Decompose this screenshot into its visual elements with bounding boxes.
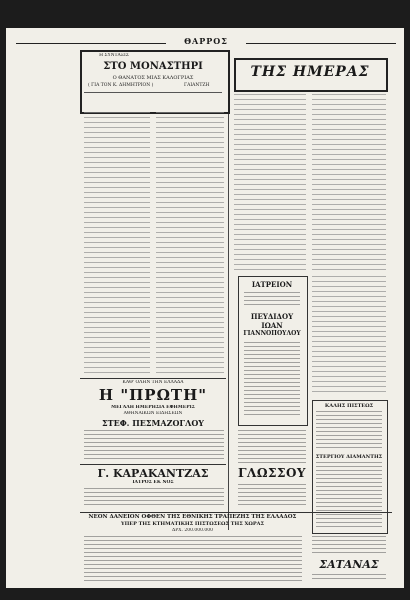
column-divider: [228, 50, 229, 530]
section-text-c: [312, 276, 386, 396]
bottom-right-text: [312, 536, 386, 556]
proto-ad-line1: ΜΕΓΑΛΗ ΗΜΕΡΗΣΙΑ ΕΦΗΜΕΡΙΣ: [111, 405, 195, 410]
glossou-ad-text: [238, 430, 306, 464]
proto-ad-line3: ΣΤΕΦ. ΠΕΣΜΑΖΟΓΛΟΥ: [102, 418, 204, 428]
glossou-ad: ΓΛΩΣΣΟΥ: [238, 466, 306, 480]
loan-notice-subheading: ΥΠΕΡ ΤΗΣ ΚΤΗΜΑΤΙΚΗΣ ΠΙΣΤΩΣΕΩΣ ΤΗΣ ΧΩΡΑΣ: [121, 521, 264, 527]
ad-box-name: ΣΤΕΡΓΙΟΥ ΔΙΑΜΑΝΤΗΣ: [315, 454, 383, 460]
footer-sign: ΣΑΤΑΝΑΣ: [319, 558, 379, 571]
doctor-box-text2: [244, 342, 300, 418]
masthead: ΘΑΡΡΟΣ: [166, 36, 246, 46]
doctor-ad-title: ΙΑΤΡΟΣ ΕΚ ΝΟΣ: [132, 480, 174, 485]
story-header-box: [80, 50, 230, 114]
doctor-box-name3: ΓΙΑΝΝΟΠΟΥΛΟΥ: [243, 330, 301, 337]
proto-ad-title: Η "ΠΡΩΤΗ": [98, 386, 208, 404]
proto-ad-top-rule: [80, 378, 226, 379]
ad-box-text1: [316, 411, 382, 451]
doctor-box-name1: ΠΕΥΔΙΔΟΥ: [250, 312, 294, 321]
story-divider: [84, 92, 222, 93]
doctor-ad-rule: [80, 464, 226, 465]
story-text-col1: [84, 112, 150, 374]
doctor-box-name2: ΙΩΑΝ: [261, 321, 283, 330]
story-credit-right: ΓΑΙΑΝΤΖΗ: [184, 83, 210, 88]
story-subtitle: Ο ΘΑΝΑΤΟΣ ΜΙΑΣ ΚΑΛΟΓΡΙΑΣ: [112, 75, 194, 81]
section-title: ΤΗΣ ΗΜΕΡΑΣ: [250, 64, 370, 80]
section-text-b: [312, 94, 386, 270]
loan-notice-heading: ΝΕΟΝ ΔΑΝΕΙΟΝ ΟΦΘΕΝ ΤΗΣ ΕΘΝΙΚΗΣ ΤΡΑΠΕΖΗΣ ΤΗΣ ΕΛΛΑΔΟΣ: [88, 514, 297, 520]
doctor-ad-name: Γ. ΚΑΡΑΚΑΝΤΖΑΣ: [97, 467, 209, 480]
ad-box-text2: [316, 462, 382, 528]
story-title: ΣΤΟ ΜΟΝΑΣΤΗΡΙ: [103, 61, 203, 72]
loan-notice-amount: ΔΡΧ. 200.000.000: [172, 528, 213, 533]
story-credit-left: ( ΓΙΑ ΤΟΝ Κ. ΔΗΜΗΤΡΙΟΝ ): [88, 83, 154, 88]
section-text-a: [234, 94, 306, 270]
doctor-box-text1: [244, 292, 300, 308]
story-text-col2: [156, 112, 224, 374]
ad-box-heading: ΚΑΛΗΣ ΠΙΣΤΕΩΣ: [324, 403, 374, 409]
proto-ad-line2: ΑΘΗΝΑΙΚΩΝ ΕΙΔΗΣΕΩΝ: [123, 411, 183, 416]
proto-ad-text: [84, 430, 224, 462]
story-kicker: Η ΣΥΝΤΑΞΙΣ: [99, 53, 129, 58]
newspaper-page: [6, 28, 404, 588]
doctor-box-title: ΙΑΤΡΕΙΟΝ: [251, 280, 293, 289]
glossou-ad-text2: [238, 484, 306, 508]
proto-ad-banner: ΚΑΘ' ΟΛΗΝ ΤΗΝ ΕΛΛΑΔΑ: [122, 380, 184, 385]
loan-notice-text: [84, 536, 302, 582]
doctor-ad-text: [84, 488, 224, 508]
footer-sign-text: [312, 574, 386, 582]
